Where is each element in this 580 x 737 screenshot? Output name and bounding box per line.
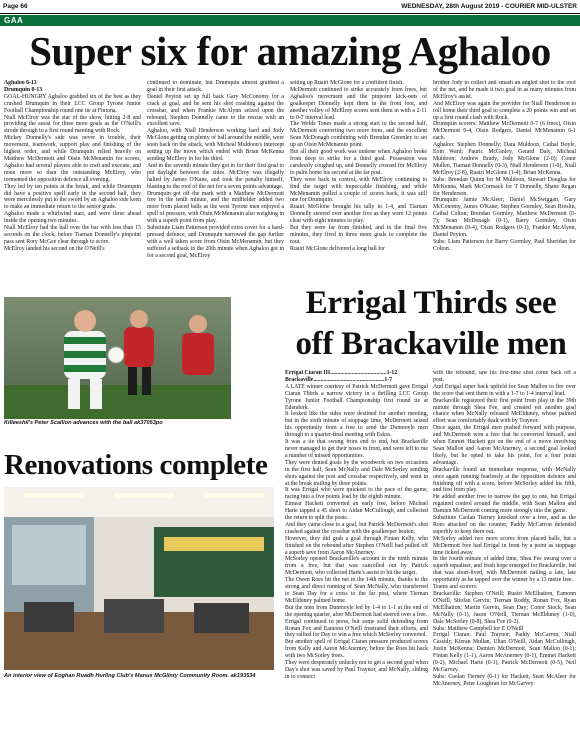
article-paragraph: However, they did grab a goal through Fintan Kelly, who finished on the rebound after Stephen O'Neill had pulled off a superb save from Aaron McAnerney. — [285, 535, 428, 556]
result-line: Errigal Ciaran III.......................................1-12 — [285, 370, 398, 376]
article-paragraph: Drumquin scorers: Matthew McDermott 0-7 (6 frees), Oisin McDermott 0-4, Oisin Rodgers, Daniel McMenamin 0-1 each. — [433, 121, 576, 142]
article-paragraph: McSorley added two more scores from placed balls, but a McDermott free had Errigal in front by a point as stoppage time ticked away. — [433, 535, 576, 556]
article-paragraph: In the fourth minute of added time, Shea Fee swung over a superb equaliser, and fresh hope emerged for Brackaville, but that was short-lived, with McDermott nailing a late, late opportunity as he tapped over the winner by a 13 metre free. — [433, 556, 576, 584]
main-headline: Super six for amazing Aghaloo — [29, 28, 551, 74]
article-paragraph: Teams and scorers: — [433, 584, 478, 591]
article-paragraph: Brackaville: Stephen O'Neill; Ruairi McElhatton, Eamonn O'Neill, Stiofan Gervin; Tiernan Roddy, Ronan Fox, Ryan McElhatton; Martin Gervin, Sean Day; Conor Stock, Sean McNally (0-1), Jason O'Neill, Tiernan McElduney (1-0), Dale McSorley (0-8), Shea Fee (0-2). — [433, 591, 576, 625]
article-paragraph: Daniel Peyton set up full back Gary McConomy for a crack at goal, and he sent his shot crashing against the crossbar, and when Frankie McAlynn seized upon the rebound, Stephen Donnelly came to the rescue with an excellent save. — [147, 93, 284, 128]
article-paragraph: Brackaville registered their first point from play in the 39th minute through Shea Fee, and created yet another goal chance when McNally released McElduney, whose palmed effort was comfortably dealt with by Traynor. — [433, 397, 576, 425]
article-paragraph: And they came close to a goal, but Patrick McDermott's shot crashed against the crossbar with the goalkeeper beaten. — [285, 521, 428, 535]
article-paragraph: And McElroy was again the provider for Niall Henderson to roll home their third goal to complete a 20 points win and set up a first round clash with Rock. — [433, 100, 576, 121]
article-paragraph: Brackaville found an immediate response, with McNally once again running fearlessly at the opposition defence and finishing off with a score, before McSorley added his fifth, and first from play. — [433, 466, 576, 494]
page-header — [0, 0, 580, 14]
article-paragraph: But they were far from finished, and in the final five minutes, they fired in three more goals to complete the rout. — [290, 225, 427, 245]
article-paragraph: Subs: Brendan Quinn for M Muldoon, Stewart Douglas for McKenna, Mark McCormack for T Donnelly, Shane Regan for Henderson. — [433, 176, 576, 197]
article-column-4 — [433, 80, 576, 293]
article-paragraph: And Errigal super back upfield for Sean Mallon to fire over the score that sent them in with a 1-7 to 1-4 interval lead. — [433, 383, 576, 397]
article-paragraph: It was Errigal who were quickest to the pace of the game, racing into a five points lead by the eighth minute. — [285, 487, 428, 501]
article-paragraph: Ruairi McGlone brought his tally to 1-4, and Tiarnan Donnelly steered over another five as they were 12 points clear with eight minutes to play. — [290, 204, 427, 225]
result-line: Brackaville.................................................1-7 — [285, 376, 393, 383]
article-column-3 — [290, 80, 427, 293]
section-bar — [0, 15, 580, 26]
community-room-illustration — [4, 487, 274, 670]
article-paragraph: The Owen Roes hit the net in the 14th minute, thanks to the strong and direct running of Sean McNally, who transferred to Sean Day for a cross to the far post, where Tiernan McElduney palmed home. — [285, 577, 428, 604]
article-paragraph: McDermott continued to strike accurately from frees, but Aghaloo's movement and the pinpoint kick-outs of goalkeeper Donnelly kept them in the front foot, and another volley of McElroy scores sent them in with a 2-11 to 0-7 interval lead. — [290, 86, 427, 121]
result-line: Aghaloo 6-13 — [4, 80, 37, 86]
photo-caption: An interior view of Eoghan Ruadh Hurling Club's Manus McGlinty Community Room. ak193534 — [4, 673, 256, 679]
article-paragraph: But another spell of Errigal Ciaran pressure produced scores from Kelly and Aaron McAnerney, before the Roes hit back with two McSorley frees. — [285, 639, 428, 660]
community-room-photo — [4, 487, 274, 670]
article-paragraph: Niall McElroy had the ball over the bar with less than 15 seconds on the clock, before Tiarnan Donnelly's pinpoint pass sent Rory McGee clear through to score. — [4, 225, 141, 245]
article-paragraph: brother Jody to collect and smash an angled shot to the roof of the net, and he made it two goal in as many minutes from McElroy's assist. — [433, 80, 576, 100]
article-paragraph: Substitute Liam Patterson provided extra cover for a hard-pressed defence, and Drumquin narrowed the gap further with a well taken score from Oisin McMenamin, but they suffered a setback in the 20th minute when Aghaloo got in for a second goal, McElroy — [147, 225, 284, 259]
article-paragraph: They were denied goals by the woodwork on two occasions in the first half, Sean McNally and Dale McSorley sending shots against the post and crossbar respectively, and went in at the break trailing by three points. — [285, 459, 428, 487]
article-paragraph: Substitute Caolan Tierney knocked over a free, and as the Roes attacked on the counter, Paddy McCarron defended superbly to keep them out. — [433, 515, 576, 535]
article-column-1 — [4, 80, 141, 293]
article-paragraph: McSorley opened Brackaville's account in the ninth minute from a free, but that was cancelled out by Patrick McDermott, who collected Harte's assist to hit the target. — [285, 556, 428, 577]
article-paragraph: It looked like the sides were destined for another meeting, but in the sixth minute of stoppage time, McDermott seized his opportunity from a free to send the Dunmoyle men through to a quarter-final meeting with Eskra. — [285, 411, 428, 439]
article-paragraph: setting up Ruairi McGlone for a confident finish. — [290, 80, 404, 86]
article-paragraph: Errigal Ciaran: Paul Traynor; Paddy McCarron, Niall Cassidy, Kieran Mullan, Ultan O'Neill, Aidan McCullough, Justin McKenna; Damien McDermott, Sean Mallon (0-1); Fintan Kelly (1-1), Aaron McAnerney (0-1), Emmet Hackett (0-2), Michael Harte (0-1), Patrick McDermott (0-5), Neil McGarvey. — [433, 632, 576, 673]
photo-caption: Killeeshil's Peter Scallion advances with the ball ak37053po — [4, 420, 163, 426]
article-paragraph: The Welds Tones made a strong start to the second half, McDermott converting two more frees, and the excellent Sean McDonagh combining with Brendan Greenley to set up an Oisin McMenamin point. — [290, 121, 427, 149]
article-paragraph: Drumquin got off the mark with a Matthew McDermott free in the tenth minute, and the midfielder added two more from placed balls as the west Tyrone men enjoyed a spell of pressure, with Oisin McMenamin also weighing in with a superb point from play. — [147, 190, 284, 225]
errigal-column-2 — [433, 370, 576, 730]
article-paragraph: But the men from Dunmoyle led by 1-4 to 1-1 at the end of the opening quarter, after McDermott had steered over a free. — [285, 604, 428, 618]
issue-date: WEDNESDAY, 28th August 2019 - COURIER MID-ULSTER — [401, 3, 577, 10]
result-line: Drumquin 0-13 — [4, 86, 43, 93]
article-paragraph: They were back in control, with McElroy continuing to find the target with impeccable finishing, and while McMenamin pulled a couple of scores back, it was still one for Drumquin. — [290, 176, 427, 204]
article-paragraph: They led by ten points at the break, and while Drumquin did have a positive spell early in the second half, they were mercilessly put to the sword by an Aghaloo side keen to make an immediate return to the senior grade. — [4, 183, 141, 211]
article-paragraph: Aghaloo, with Niall Henderson working hard and Jody McGlone getting on plenty of ball around the middle, were soon back on the attack, with Micheal Muldoon's intercept setting up the move which ended with Brian McKenna sending McElroy in for his third. — [147, 128, 284, 162]
article-paragraph: But all their good work was undone when Aghaloo broke from deep to strike for a third goal. Possession was carelessly coughed up, and Donnelly crossed for McElroy to palm home his second at the far post. — [290, 149, 427, 176]
article-paragraph: A LATE winner courtesy of Patrick McDermott gave Errigal Ciaran Thirds a narrow victory in a thrilling LCC Group Tyrone Junior Football Championship first round tie at Edendork. — [285, 383, 428, 411]
section-label: GAA — [4, 16, 24, 25]
article-paragraph: Drumquin: Jamie McAleer; Daniel McSwiggan, Gary McConomy, James O'Kane; Stephen Gormley, Sean Breslin, Cathal Colton; Brendan Gormley, Matthew McDermott (0-7); Sean McDonagh (0-1), Barry Gormley, Oisin McMenamin (0-4), Oisin Rodgers (0-1), Frankie McAlynn, Daniel Peyton. — [433, 197, 576, 238]
article-paragraph: And in the seventh minute they got in for their first goal to put daylight between the sides. McElroy was illegally halted by James O'Kane, and took the penalty himself, blasting to the roof of the net for a seven points advantage. — [147, 162, 284, 190]
article-paragraph: Niall McElroy was the star of the show, hitting 2-8 and providing the assist for three more goals as the O'Neill's strode through to a first round meeting with Rock. — [4, 114, 141, 135]
article-paragraph: Subs: Matthew Campbell for E O'Neill — [433, 625, 524, 632]
errigal-headline: Errigal Thirds see off Brackaville men — [295, 285, 567, 362]
article-paragraph: It was a tie that swung from end to end, but Brackaville never managed to get their noses in front, and were left to rue a number of missed opportunities. — [285, 439, 428, 459]
article-paragraph: Aghaloo: Stephen Donnelly; Dara Muldoon, Cathal Boyle, Eoin Ward; Pauric McGinley, Gerard Daly, Micheal Muldoon; Andrew Brady, Jody McGlone (2-0); Conor Mullen, Tiarnan Donnelly (0-3), Niall Henderson (1-0), Niall McElroy (2-8), Ruairi McGlone (1-4), Brian McKenna. — [433, 142, 576, 176]
article-paragraph: continued to dominate, but Drumquin almost grabbed a goal in their first attack. — [147, 80, 284, 93]
article-paragraph: Errigal continued to press, but some solid defending from Ronan Fox and Eamonn O'Neill frustrated their efforts, and they rallied for Day to win a free which McSorley converted. — [285, 618, 428, 639]
article-paragraph: Subs: Liam Patterson for Barry Gormley, Paul Sheridan for Colton. — [433, 238, 576, 252]
football-action-photo — [4, 297, 231, 419]
article-paragraph: Subs: Caolan Tierney (0-1) for Hackett, Sean McAleer for McAnerney, Peter Loughran for McGarvey — [433, 673, 576, 687]
errigal-column-1 — [285, 370, 428, 730]
article-paragraph: Once again, the Errigal men pushed forward with purpose, and McDermott won a free that he converted himself, and when Emmet Hackett got on the end of a move involving Sean Mallon and Aaron McAnerney, a second goal looked likely, but he opted to take his point, for a four point advantage. — [433, 425, 576, 466]
article-column-2 — [147, 80, 284, 293]
article-paragraph: Aghaloo made a whirlwind start, and were three ahead inside the opening two minutes. — [4, 211, 141, 225]
renovations-headline: Renovations complete — [4, 449, 268, 481]
football-action-illustration — [4, 297, 231, 419]
article-paragraph: They were desperately unlucky not to get a second goal when Day's shot was saved by Paul Traynor, and McNally, sliding in to connect — [285, 660, 428, 680]
article-paragraph: Mickey Donnelly's side was never in trouble, their movement, teamwork, support play and finishing of the highest order, and while Drumquin relied heavily on Matthew McDermott and Oisin McMenamin for scores, Aghaloo had several players able to craft and execute, and none more so than the outstanding McElroy, who tormented the opposition defence all evening. — [4, 135, 141, 183]
article-paragraph: GOAL-HUNGRY Aghaloo grabbed six of the best as they crushed Drumquin in their LCC Group Tyrone Junior Football Championship round one tie at Fintona. — [4, 93, 141, 114]
article-paragraph: Eimear Hackett converted an early free, before Michael Harte tapped a 45 short to Aidan McCullough, and collected the return to split the posts. — [285, 501, 428, 522]
article-paragraph: Ruairi McGlone delivered a long ball for — [290, 245, 385, 252]
article-paragraph: McElroy landed his second on the O'Neill's — [4, 245, 105, 252]
page-number: Page 66 — [3, 3, 28, 10]
article-paragraph: He added another free to narrow the gap to one, but Errigal regained control around the middle, with Sean Mallon and Damien McDermott coming more strongly into the game. — [433, 494, 576, 515]
article-paragraph: with the rebound, saw his first-time shot come back off a post. — [433, 370, 576, 383]
